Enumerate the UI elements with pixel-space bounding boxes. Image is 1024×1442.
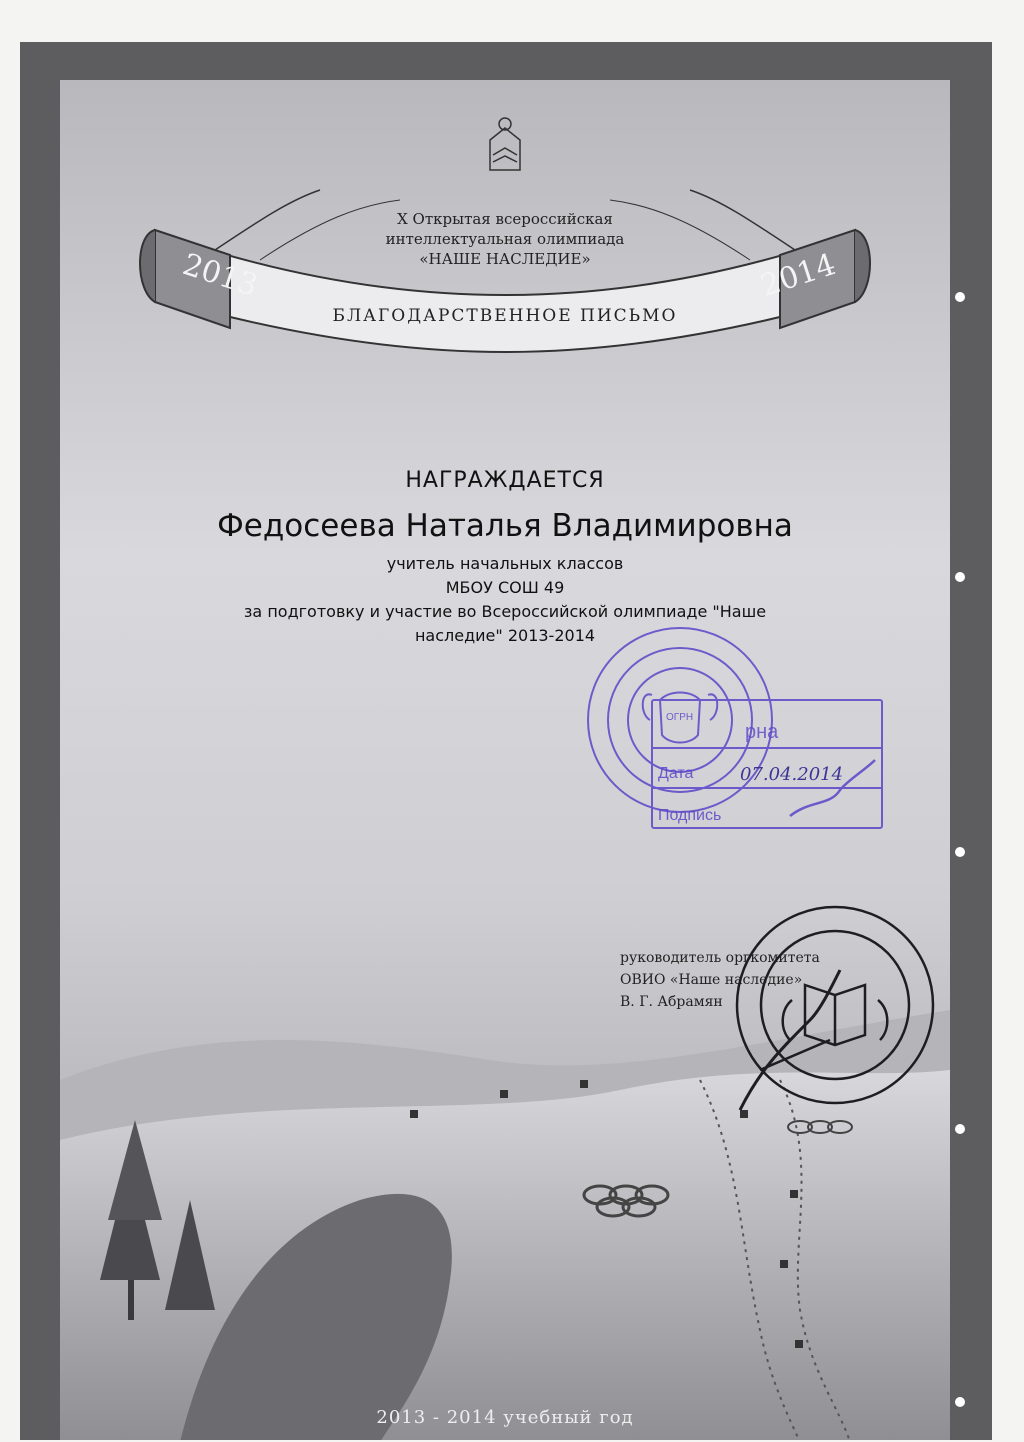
stamp-verified-fragment: рна [745,721,779,743]
stamp-signature-label: Подпись [658,807,722,824]
punch-hole [955,1397,965,1407]
recipient-school: МБОУ СОШ 49 [445,578,565,597]
award-reason-line2: наследие" 2013-2014 [414,626,596,645]
awarded-heading: НАГРАЖДАЕТСЯ [405,468,605,493]
stamp-ogrn: ОГРН [666,712,694,723]
punch-hole [955,1124,965,1134]
olympiad-title-line1: X Открытая всероссийская [397,210,613,228]
year-left: 2013 [178,247,262,304]
punch-hole [955,292,965,302]
punch-hole [955,847,965,857]
olympiad-title-line2: интеллектуальная олимпиада [385,230,625,248]
academic-year-footer: 2013 - 2014 учебный год [376,1407,634,1428]
stamp-date-label: Дата [658,765,694,782]
signatory-line2: ОВИО «Наше наследие» [620,972,803,988]
recipient-name: Федосеева Наталья Владимировна [217,508,793,544]
recipient-position: учитель начальных классов [386,554,624,573]
school-stamp [580,620,900,840]
award-reason-line1: за подготовку и участие во Всероссийской олимпиаде "Наше [243,602,767,621]
stamp-date-value: 07.04.2014 [740,764,844,785]
year-right: 2014 [756,247,840,304]
olympiad-stamp [720,890,950,1120]
signatory-line3: В. Г. Абрамян [620,994,723,1010]
certificate-frame [60,80,950,1440]
scanned-sheet [20,42,992,1440]
punch-hole [955,572,965,582]
signatory-line1: руководитель оргкомитета [620,950,820,966]
olympiad-title-line3: «НАШЕ НАСЛЕДИЕ» [419,250,591,268]
certificate-type: БЛАГОДАРСТВЕННОЕ ПИСЬМО [332,306,678,326]
